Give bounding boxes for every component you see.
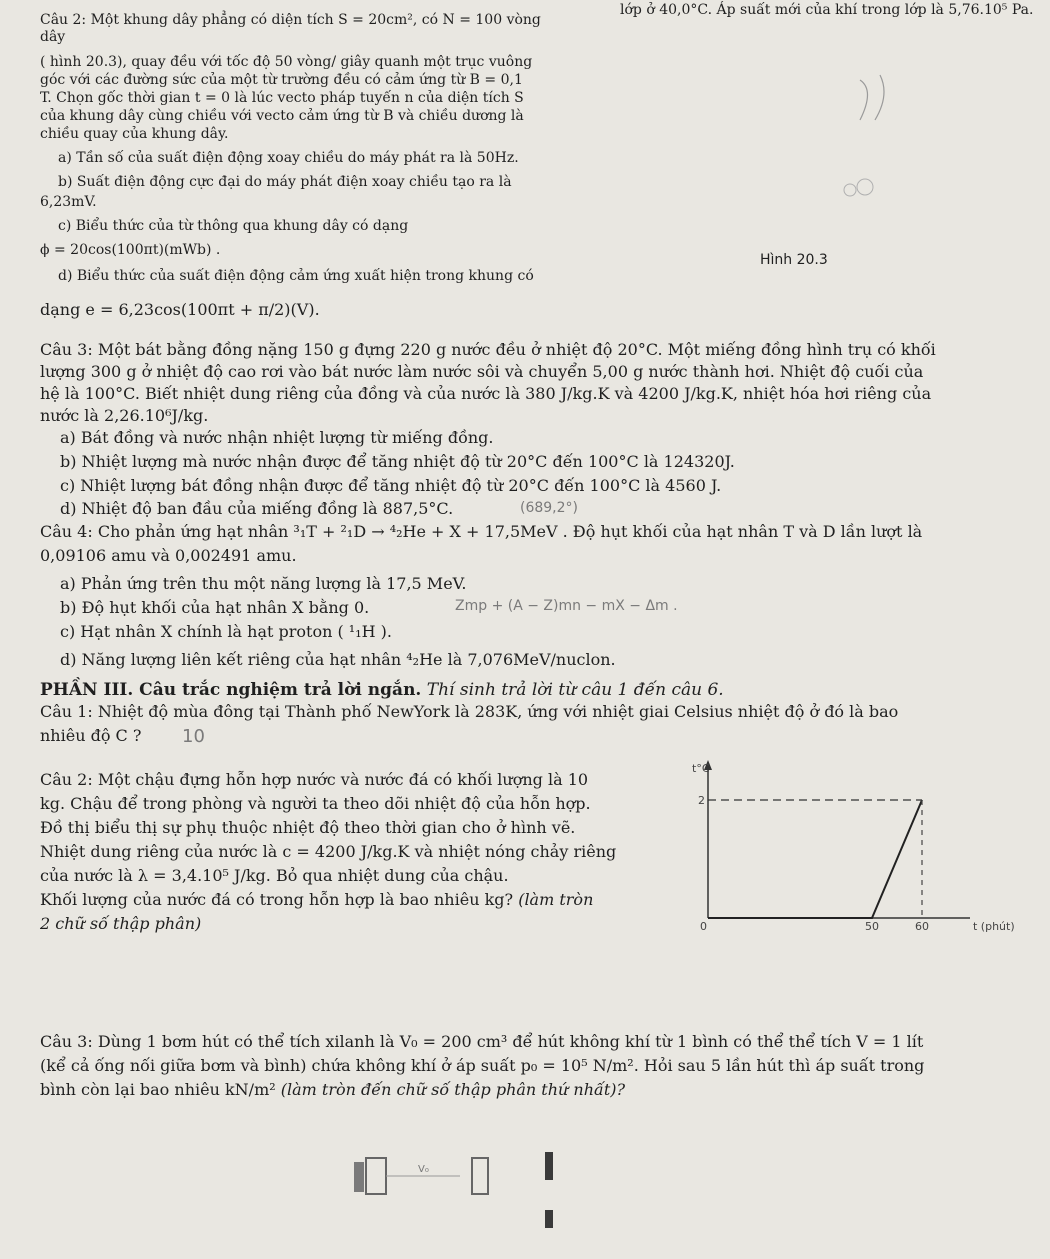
- handwritten-note-1: (689,2°): [520, 500, 579, 516]
- temperature-curve: [708, 800, 922, 918]
- p3-q2-line1: Câu 2: Một chậu đựng hỗn hợp nước và nước đá có khối lượng là 10: [40, 770, 589, 789]
- part3-title: [40, 680, 724, 700]
- cau3-line2: lượng 300 g ở nhiệt độ cao rơi vào bát nước làm nước sôi và chuyển 5,00 g nước thành hơi. Nhiệt độ cuối của: [40, 362, 924, 381]
- p3-q1-line2: nhiêu độ C ?: [40, 726, 142, 745]
- cylinder-icon: [366, 1158, 386, 1194]
- temperature-time-graph: [690, 758, 1040, 938]
- cau2-option-a: a) Tần số của suất điện động xoay chiều do máy phát ra là 50Hz.: [58, 150, 519, 166]
- p3-q2-line7: 2 chữ số thập phân): [40, 914, 202, 933]
- p3-q2-line4: Nhiệt dung riêng của nước là c = 4200 J/kg.K và nhiệt nóng chảy riêng: [40, 842, 617, 861]
- p3-q2-line6-italic: (làm tròn: [513, 890, 594, 909]
- handwritten-note-2: Zmp + (A − Z)mn − mX − Δm .: [455, 598, 678, 614]
- cau2-day: dây: [40, 29, 66, 45]
- part3-title-bold: PHẦN III. Câu trắc nghiệm trả lời ngắn.: [40, 680, 422, 700]
- p3-q2-line6-main: Khối lượng của nước đá có trong hỗn hợp là bao nhiêu kg?: [40, 890, 514, 909]
- cau3-option-d: d) Nhiệt độ ban đầu của miếng đồng là 887,5°C.: [60, 499, 454, 518]
- p3-q3-line2: (kể cả ống nối giữa bơm và bình) chứa không khí ở áp suất p₀ = 10⁵ N/m². Hỏi sau 5 lần hút thì áp suất trong: [40, 1056, 925, 1075]
- x-tick-50: 50: [865, 920, 879, 933]
- cau2-option-d-formula: dạng e = 6,23cos(100πt + π/2)(V).: [40, 300, 320, 319]
- cau4-line2: 0,09106 amu và 0,002491 amu.: [40, 546, 297, 565]
- cau4-option-c: c) Hạt nhân X chính là hạt proton ( ¹₁H ).: [60, 622, 392, 641]
- cau2-title: Câu 2: Một khung dây phẳng có diện tích S = 20cm², có N = 100 vòng: [40, 12, 541, 28]
- cau2-option-b-cont: 6,23mV.: [40, 194, 97, 210]
- p3-q1-line1: Câu 1: Nhiệt độ mùa đông tại Thành phố NewYork là 283K, ứng với nhiệt giai Celsius nhiệt độ ở đó là bao: [40, 702, 899, 721]
- cau3-line3: hệ là 100°C. Biết nhiệt dung riêng của đồng và của nước là 380 J/kg.K và 4200 J/kg.K, nhiệt hóa hơi riêng của: [40, 384, 932, 403]
- y-tick-2: 2: [698, 794, 705, 807]
- p3-q3-line3-italic: (làm tròn đến chữ số thập phân thứ nhất)?: [275, 1080, 626, 1099]
- p3-q2-line2: kg. Chậu để trong phòng và người ta theo dõi nhiệt độ của hỗn hợp.: [40, 794, 591, 813]
- cau4-option-b: b) Độ hụt khối của hạt nhân X bằng 0.: [60, 598, 370, 617]
- coil-figure-sketch: [820, 55, 920, 225]
- valve-left-icon: [354, 1162, 364, 1192]
- origin-label: 0: [700, 920, 707, 933]
- cau2-line3: T. Chọn gốc thời gian t = 0 là lúc vecto pháp tuyến n của diện tích S: [40, 90, 524, 106]
- p3-q3-line1: Câu 3: Dùng 1 bơm hút có thể tích xilanh là V₀ = 200 cm³ để hút không khí từ 1 bình có thể thể tích V = 1 lít: [40, 1032, 924, 1051]
- cau2-option-c: c) Biểu thức của từ thông qua khung dây có dạng: [58, 218, 409, 234]
- part3-title-italic: Thí sinh trả lời từ câu 1 đến câu 6.: [421, 680, 724, 700]
- cau4-option-a: a) Phản ứng trên thu một năng lượng là 17,5 MeV.: [60, 574, 467, 593]
- cau3-line4: nước là 2,26.10⁶J/kg.: [40, 406, 209, 425]
- cau3-option-c: c) Nhiệt lượng bát đồng nhận được để tăng nhiệt độ từ 20°C đến 100°C là 4560 J.: [60, 476, 722, 495]
- cau3-line1: Câu 3: Một bát bằng đồng nặng 150 g đựng 220 g nước đều ở nhiệt độ 20°C. Một miếng đồng hình trụ có khối: [40, 340, 936, 359]
- cau2-line5: chiều quay của khung dây.: [40, 126, 229, 142]
- cau3-option-a: a) Bát đồng và nước nhận nhiệt lượng từ miếng đồng.: [60, 428, 494, 447]
- p3-q2-line6: [40, 890, 593, 910]
- cau2-line2: góc với các đường sức của một từ trường đều có cảm ứng từ B = 0,1: [40, 72, 523, 88]
- cau4-line1: Câu 4: Cho phản ứng hạt nhân ³₁T + ²₁D → ⁴₂He + X + 17,5MeV . Độ hụt khối của hạt nhân T và D lần lượt là: [40, 522, 923, 541]
- cau2-option-b: b) Suất điện động cực đại do máy phát điện xoay chiều tạo ra là: [58, 174, 512, 190]
- cau2-option-c-formula: ϕ = 20cos(100πt)(mWb) .: [40, 242, 221, 258]
- p3-q3-line3-main: bình còn lại bao nhiêu kN/m²: [40, 1080, 276, 1099]
- gauge-bar-icon: [545, 1152, 553, 1180]
- p3-q2-line5: của nước là λ = 3,4.10⁵ J/kg. Bỏ qua nhiệt dung của chậu.: [40, 866, 509, 885]
- pump-sketch: [340, 1138, 580, 1238]
- handwritten-note-3: 10: [182, 726, 205, 747]
- gauge-base-icon: [545, 1210, 553, 1228]
- x-axis-label: t (phút): [973, 920, 1015, 933]
- y-axis-label: t°C: [692, 762, 710, 775]
- p3-q3-line3: [40, 1080, 625, 1100]
- cau3-option-b: b) Nhiệt lượng mà nước nhận được để tăng nhiệt độ từ 20°C đến 100°C là 124320J.: [60, 452, 735, 471]
- cau4-option-d: d) Năng lượng liên kết riêng của hạt nhân ⁴₂He là 7,076MeV/nuclon.: [60, 650, 616, 669]
- header-fragment: lớp ở 40,0°C. Áp suất mới của khí trong lớp là 5,76.10⁵ Pa.: [620, 2, 1034, 18]
- cau2-line1: ( hình 20.3), quay đều với tốc độ 50 vòng/ giây quanh một trục vuông: [40, 54, 533, 70]
- pump-volume-label: V₀: [418, 1164, 429, 1175]
- vessel-icon: [472, 1158, 488, 1194]
- p3-q2-line3: Đồ thị biểu thị sự phụ thuộc nhiệt độ theo thời gian cho ở hình vẽ.: [40, 818, 576, 837]
- figure-caption: Hình 20.3: [760, 252, 828, 268]
- cau2-option-d: d) Biểu thức của suất điện động cảm ứng xuất hiện trong khung có: [58, 268, 534, 284]
- x-tick-60: 60: [915, 920, 929, 933]
- cau2-line4: của khung dây cùng chiều với vecto cảm ứng từ B và chiều dương là: [40, 108, 524, 124]
